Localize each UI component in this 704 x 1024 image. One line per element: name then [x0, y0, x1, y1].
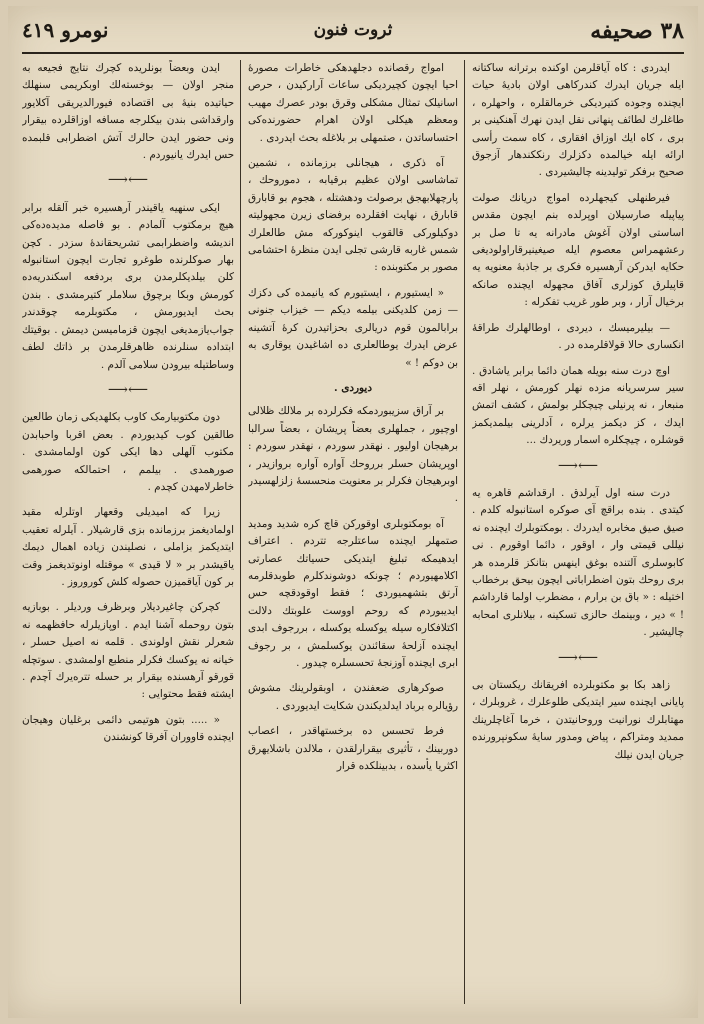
ornamental-separator: ⟵⟶	[557, 457, 599, 474]
column-divider	[464, 60, 465, 1004]
paragraph: « ایستیورم ، ایستیورم که یانیمده کی دکزك — زمن کلدیکنی بیلمه دیکم — خیزاب جنونی برابالمون قوم دریالری بحزاتیدرن کرهٔ آتشینه عرض ایدرك یوطالعلری ده اشاغیدن یوقاری به بن دوکم ! »	[248, 286, 458, 369]
column-divider	[240, 60, 241, 1004]
page-header	[22, 14, 684, 54]
paragraph: درت سنه اول آیرلدق . ارقداشم قاهره یه کیتدی . بنده براقچ آی صوکره استانبوله کلدم . صیق صیق مخابره ایدردك . بومکتوبلرك ایچنده نه نیللی قیمتی وار ، اوقور ، دائما اوقورم . نی کابوسلری آلتنده بوغق اینهس بتانکز قلرمده هر بری روحك بتون اضطراباتی ایچون بیحق برخطاب اختیله : « باق بن برارم ، مضطرب اولما قارداشم ! » دیر ، وبینمك حالزی تسکینه ، بیلانلری امحابه چالیشیر .	[472, 486, 684, 639]
journal-title: ثروت فنون	[313, 20, 393, 40]
paragraph: دون مکتوبیارمک کاوب بکلهدیکی زمان طالعین طالقین کوب کیدیوردم . بعض اقربا واحبابدن مکتوب آلهلی دها ایکی کون اولمامشدی . صورهمدی . بیلمم ، احتمالکه صورهمی خاطرلامهدن کچدم .	[22, 411, 234, 493]
paragraph: صوکرهاری ضعفندن ، اوبقولرینك مشوش رؤیالره برباد ایدلدیکندن شکایت ایدیوردی .	[248, 682, 458, 712]
text-column-right	[472, 60, 684, 1006]
paragraph: زاهد بکا بو مکتوبلرده افریقانك ریکستان بی پایانی ایچنده سیر ایتدیکی طلوعلرك ، غروبلرك ، مهتابلرك نورانیت وروحانیتدن ، خرما آغاچلرینك ممدید ومتراكم ، پیاض ومدور سایهٔ سکونپرورنده جریان ایدن نیلك	[472, 679, 684, 761]
paragraph: ایدن وبعضاً بونلریده کچرك نتایج فجیعه به منجر اولان — بوخسته‌لك اوبکریمی سنهلك حیاتیده بنیهٔ بی اقتصاده فیورالدیریقی آکلایور وارقداشی بندن بیکلرجه مسافه اوزاقلرده بیقرار ونی حضور ایدن حالرك آتش اضطرابی قلبمده حس ایدرك یانیوردم .	[22, 62, 234, 162]
paragraph: — بیلیرمیسك ، دیردی ، اوطالهلرك طراقهٔ انکساری حالا قولاقلرمده در .	[472, 321, 684, 352]
paragraph: بر آراق سزیبوردمکه فکرلرده بر ملالك ظلالی اوچیور ، جملهلری بعضاً پریشان ، بعضاً سرالبا برهیجان اولیور . نهقدر سوردم ، نهقدر سوردم : اوپریشان حسلر برروحك آواره آواره بروازیدر ، اوبرهیجان فکرلر بر معنویت منحسسهٔ زلزلهسیدر .	[248, 405, 458, 505]
ornamental-separator: ⟵⟶	[107, 381, 149, 398]
ornamental-separator: ⟵⟶	[107, 172, 149, 189]
ornamental-separator: ⟵⟶	[557, 649, 599, 666]
paragraph: ایدردی : کاه آیاقلرمن اوکنده برترانه ساکتانه ایله جریان ایدرك كندركاهی اولان بادیهٔ حیات ایچنده وجوده کتیردیکی خرمالقلره ، واحهلره ، طاغلرك لطائف پنهانی نقل ایدن نهرك آهنکینی بر بری ، کاه ایك اوزاق افقاری ، کاه سمت رأسی ارائه ایله خیالمده دکزلرك رنککندهار آزجوق صحیح برفکر تولیدینه چالیشیردی .	[472, 62, 684, 179]
text-column-middle	[248, 60, 458, 1006]
paragraph: زیرا که امیدیلی وقعهار اوتلرله مقید اولمادیغمز برزمانده بزی قارشیلار . آیلرله تعقیب ایتدیکمز بزاملی ، نصلیندن زیاده اهمال دیمك یاقیشدر بر « لا قیدی » موقتله اونوتدیغمز وقت بر کون آیاقمیزن حصوله کلش کوروروز .	[22, 506, 234, 588]
issue-number-label: نومرو ٤١٩	[22, 18, 109, 42]
paragraph: امواج رقصانده دجلهدهکی خاطرات مصورهٔ احیا ایچون کچیردیکی ساعات آرارکیدن ، حرص اسانیلک تمثال مشکلی وقرق بودر عصرك مهیب ومعظم هیکلی اولان اهرام حضورنده‌کی احتساساتدن ، صتمهلی بر بلاغله بحث ایدردی .	[248, 62, 458, 144]
header-rule	[22, 52, 684, 54]
page-number-label: ۳۸ صحیفه	[590, 18, 684, 44]
paragraph: فرط تحسس ده برخستهاقدر ، اعصاب دوربینك ، تأثیری بیقرارلقدن ، ملالدن باشلایهرق اکثریا یأسده ، بدبینلکده قرار	[248, 725, 458, 773]
paragraph: « ..... بتون هوتیمی دائمی برغلیان وهیجان ایچنده قاووران آفرقا کونشندن	[22, 713, 234, 744]
paragraph: ایکی سنهیه یاقیندر آرهسیره خبر آلقله برابر هیچ برمکتوب آلمادم . بو فاصله مدیده‌ده‌کی اندیشه واضطرابمی تشریحقاندهٔ سزدر . کچن بهار صوکلرنده طوغرو تجارت ایچون استانبوله کلن بیلدیکلرمدن بری بردفعه اسکندریه‌ده کورمش وبکا برچوق سلاملر کتیرمشدی . بندن بحث ایدیورمش ، مکتوبلرمه چوقدندر جواب‌یازمدیغی ایچون قزمامیسن دیمش . بوقیتك ابتداده سنلرنده ظاهرقلرمدن بر ذاتك لطف وساطتیله بیرودن سلامی آلدم .	[22, 201, 234, 371]
paragraph: کچرکن چاغیردیلار وبرظرف وردیلر . بوبازیه بتون روحمله آشنا ایدم . اوپازیلرله حافظهمه نه شعرلر نقش اولوندی . قلمه نه اصیل حسلر ، خیانه نه یوکسك فکرلر منطبع اولمشدی . سوتچله قورقو آرهسنده بیقرار بر حسله تتره‌یرك آچدم . ایشته فقط محتوایی :	[22, 601, 234, 701]
text-column-left	[22, 60, 234, 1006]
paragraph: فیرطنهلی کیجهلرده امواج دریانك صولت پیاپیله صارسیلان اوپرلده بنم ایچون مقدس اساستی اولان آغوش مادرانه یه تا صل بر رعشهمراس معصوم ایله صیغینیرقاراولودیغی حکایه ایدرکن آرهسیره فکری بر جاذبهٔ معنویه یه قاپیلرق کوزلری آفاق مجهوله ایچنده صانکه برخیال آرار ، وبر طور غریب تفکرله :	[472, 191, 684, 309]
paragraph: آه بومکتوبلری اوقورکن قاچ کره شدید ومدید صتمهلر ایچنده ساعتلرجه تتردم . اعتراف ایدهیمکه تبلیغ ایتدیکی حسیاتك عصارتی اکلامهیوردم ؛ چونکه دوشوندکلرم طوبدقلرمه آرتق بتشهمیوردی ؛ فقط اوقودقچه حس ایدیبوردم که روحم اووست علوبتك دلالت اکتلافکاره سیله یوکسله یوکسله ، بررجوف ابدی ایچنده آزلحهٔ سقائندن یوکسلمش ، بر رجوف ابری ایچنده آوزنجهٔ تحسسلره چیدور .	[248, 517, 458, 669]
paragraph: آه ذکری ، هیجانلی برزمانده ، نشمین تماشاسی اولان عظیم برقیابه ، دموروحك ، پارچهلابهجق برصولت ودهشتله ، هجوم بو قابارق قابارق ، نهایت افقلرده برفضای زیرن مجهولیته دوکیلورکی قالقوب اینوکورکه مش طالعلرك شمس غاربه قارشی تجلی ایدن منظرهٔ احتشامی مصور بر مکتوبنده :	[248, 157, 458, 274]
newspaper-page	[8, 6, 698, 1018]
paragraph: دیوردی .	[334, 381, 372, 394]
paragraph: اوچ درت سنه بویله همان دائما برابر یاشادق . سیر سرسریانه مزده نهلر کورمش ، نهلر اقه منبعار ، نه پرنیلی چیچکلر بولمش ، کشف اتمش ایدك ، کز دیکمز یرلره ، آدلرینی بیلمدیکمز قوشلره ، چیچکلره اسمار وریردك ...	[472, 364, 684, 447]
